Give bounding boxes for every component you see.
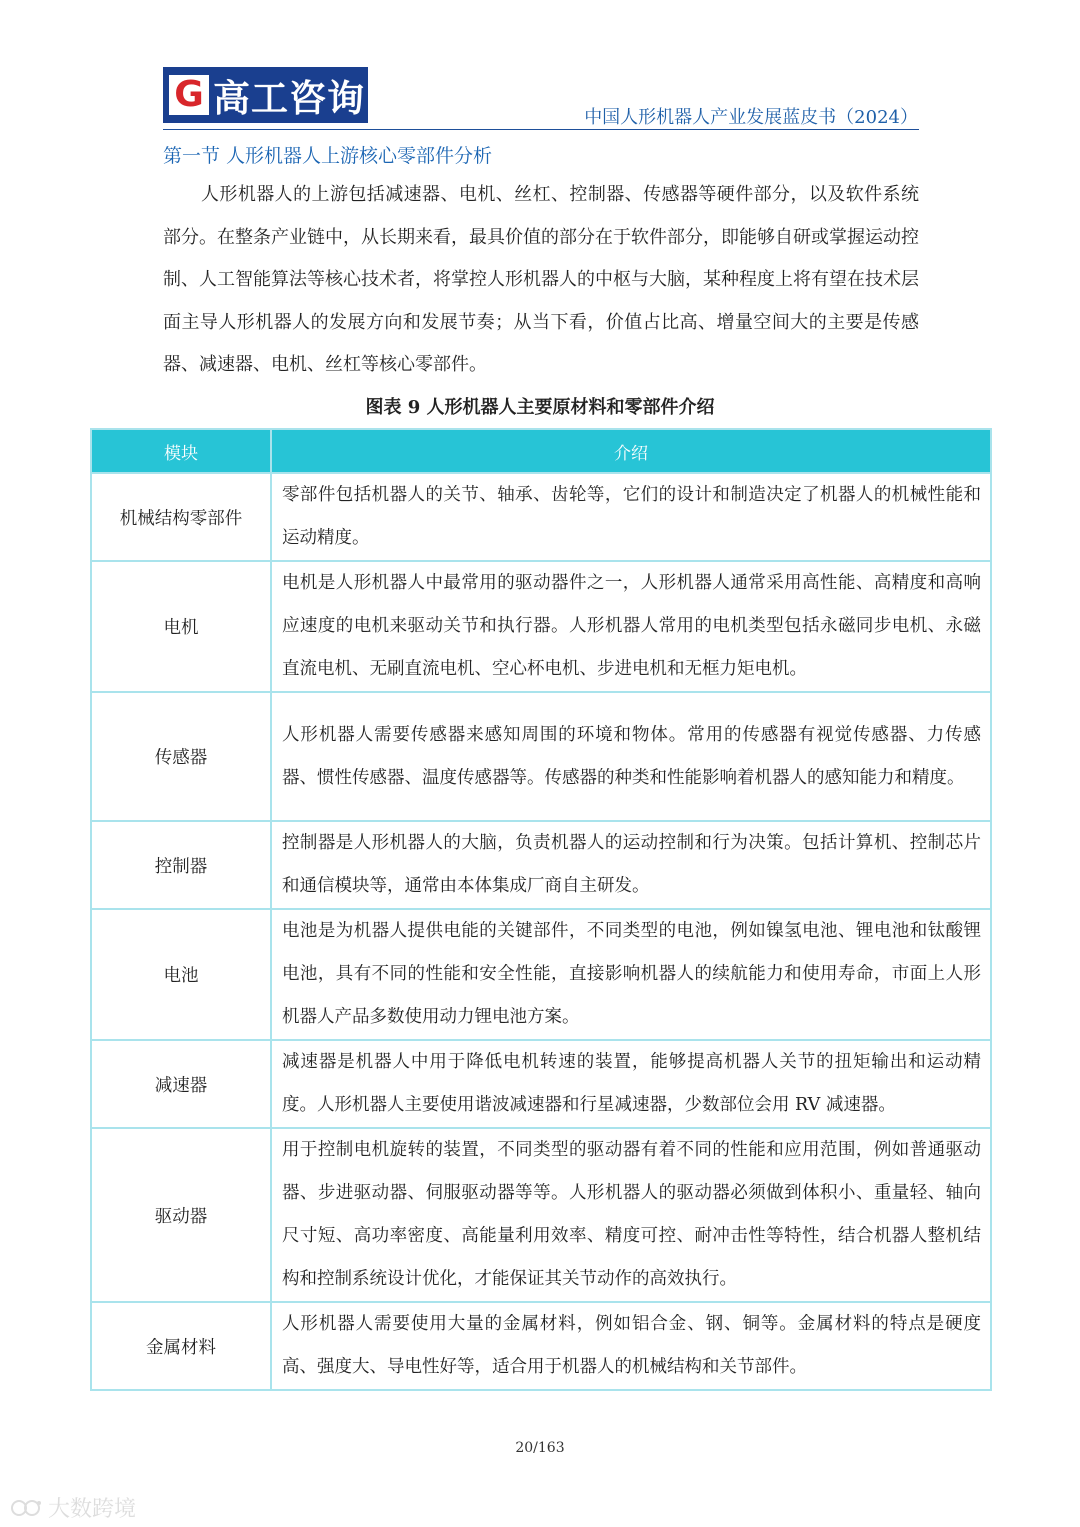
module-cell: 驱动器 (91, 1128, 271, 1302)
watermark (10, 1492, 136, 1523)
table-row (91, 473, 991, 561)
description-cell: 用于控制电机旋转的装置，不同类型的驱动器有着不同的性能和应用范围，例如普通驱动器、步进驱动器、伺服驱动器等等。人形机器人的驱动器必须做到体积小、重量轻、轴向尺寸短、高功率密度、高能量利用效率、精度可控、耐冲击性等特性，结合机器人整机结构和控制系统设计优化，才能保证其关节动作的高效执行。 (271, 1128, 991, 1302)
module-cell: 传感器 (91, 692, 271, 821)
company-logo (163, 67, 368, 123)
header-description: 介绍 (271, 429, 991, 473)
watermark-logo-icon (10, 1497, 44, 1519)
module-cell: 金属材料 (91, 1302, 271, 1390)
logo-text: 高工咨询 (213, 77, 365, 120)
description-cell: 电池是为机器人提供电能的关键部件，不同类型的电池，例如镍氢电池、锂电池和钛酸锂电池，具有不同的性能和安全性能，直接影响机器人的续航能力和使用寿命，市面上人形机器人产品多数使用动力锂电池方案。 (271, 909, 991, 1040)
table-row (91, 1128, 991, 1302)
table-row (91, 1302, 991, 1390)
table-row (91, 1040, 991, 1128)
table-row (91, 821, 991, 909)
table-row (91, 561, 991, 692)
module-cell: 机械结构零部件 (91, 473, 271, 561)
table-header-row (91, 429, 991, 473)
description-cell: 零部件包括机器人的关节、轴承、齿轮等，它们的设计和制造决定了机器人的机械性能和运动精度。 (271, 473, 991, 561)
intro-paragraph: 人形机器人的上游包括减速器、电机、丝杠、控制器、传感器等硬件部分，以及软件系统部分。在整条产业链中，从长期来看，最具价值的部分在于软件部分，即能够自研或掌握运动控制、人工智能算法等核心技术者，将掌控人形机器人的中枢与大脑，某种程度上将有望在技术层面主导人形机器人的发展方向和发展节奏；从当下看，价值占比高、增量空间大的主要是传感器、减速器、电机、丝杠等核心零部件。 (163, 184, 919, 375)
module-cell: 电机 (91, 561, 271, 692)
description-cell: 人形机器人需要传感器来感知周围的环境和物体。常用的传感器有视觉传感器、力传感器、惯性传感器、温度传感器等。传感器的种类和性能影响着机器人的感知能力和精度。 (271, 692, 991, 821)
components-table (90, 428, 992, 1391)
page-number: 20/163 (515, 1440, 565, 1456)
description-cell: 电机是人形机器人中最常用的驱动器件之一，人形机器人通常采用高性能、高精度和高响应速度的电机来驱动关节和执行器。人形机器人常用的电机类型包括永磁同步电机、永磁直流电机、无刷直流电机、空心杯电机、步进电机和无框力矩电机。 (271, 561, 991, 692)
table-row (91, 909, 991, 1040)
module-cell: 电池 (91, 909, 271, 1040)
header-divider (163, 129, 919, 130)
document-title: 中国人形机器人产业发展蓝皮书（2024） (584, 107, 918, 128)
description-cell: 控制器是人形机器人的大脑，负责机器人的运动控制和行为决策。包括计算机、控制芯片和通信模块等，通常由本体集成厂商自主研发。 (271, 821, 991, 909)
module-cell: 减速器 (91, 1040, 271, 1128)
module-cell: 控制器 (91, 821, 271, 909)
logo-g-icon: G (169, 75, 209, 115)
table-row (91, 692, 991, 821)
description-cell: 减速器是机器人中用于降低电机转速的装置，能够提高机器人关节的扭矩输出和运动精度。人形机器人主要使用谐波减速器和行星减速器，少数部位会用 RV 减速器。 (271, 1040, 991, 1128)
header-module: 模块 (91, 429, 271, 473)
table-caption: 图表 9 人形机器人主要原材料和零部件介绍 (365, 397, 715, 418)
watermark-text: 大数跨境 (48, 1497, 137, 1522)
description-cell: 人形机器人需要使用大量的金属材料，例如铝合金、钢、铜等。金属材料的特点是硬度高、强度大、导电性好等，适合用于机器人的机械结构和关节部件。 (271, 1302, 991, 1390)
section-title: 第一节 人形机器人上游核心零部件分析 (163, 145, 493, 167)
